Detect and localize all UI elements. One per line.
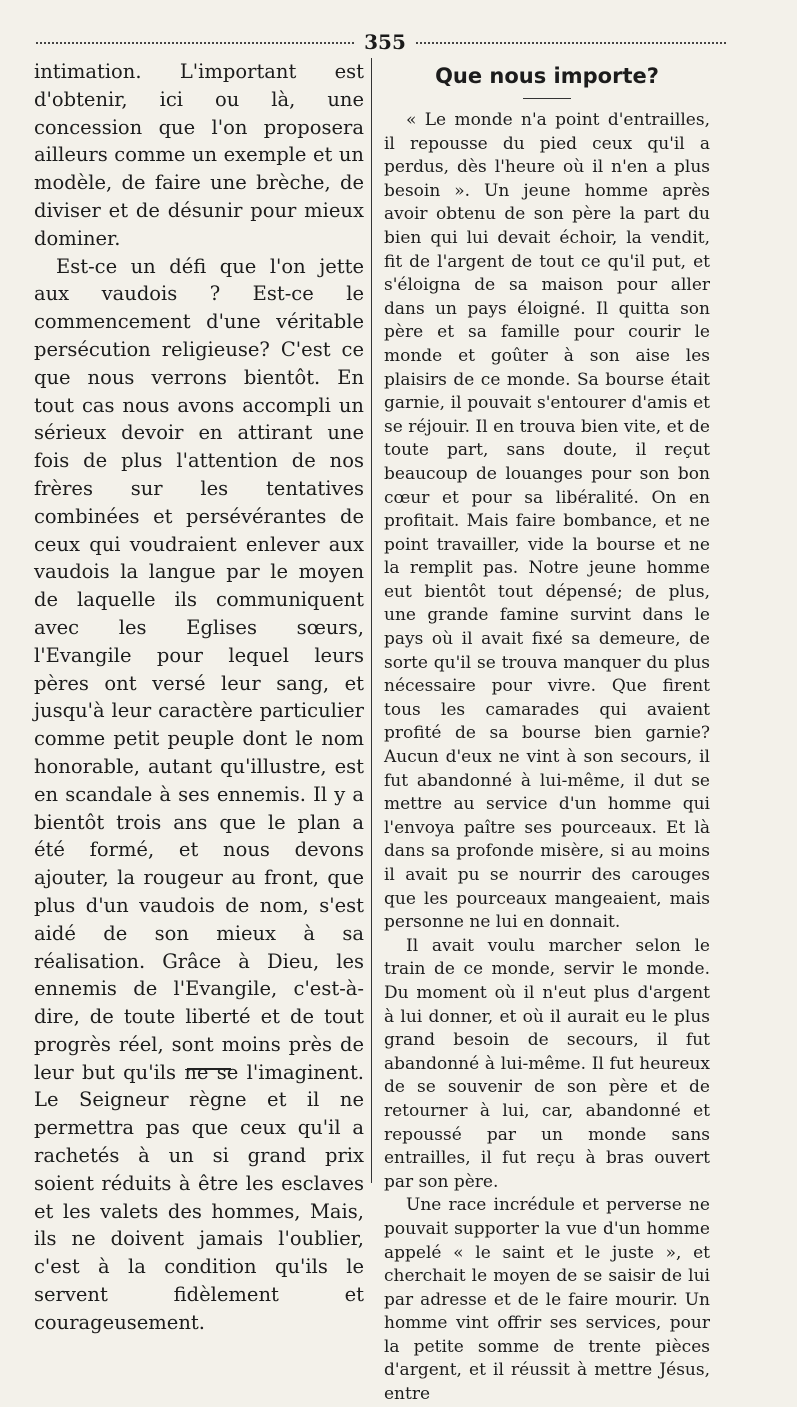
left-paragraph-1: intimation. L'important est d'obtenir, ici ou là, une concession que l'on proposera ailleurs comme un exemple et un modèle, de faire une brèche, de diviser et de désunir pour mieux dominer. (34, 60, 364, 250)
article-end-rule (187, 1068, 231, 1070)
right-paragraph-2: Il avait voulu marcher selon le train de ce monde, servir le monde. Du moment où il n'eut plus d'argent à lui donner, et où il aurait eu le plus grand besoin de secours, il fut abandonné à lui-même. Il fut heureux de se souvenir de son père et de retourner à lui, car, abandonné et repoussé par un monde sans entrailles, il fut reçu à bras ouvert par son père. (384, 935, 710, 1192)
right-paragraph-3: Une race incrédule et perverse ne pouvait supporter la vue d'un homme appelé « le saint et le juste », et cherchait le moyen de se saisir de lui par adresse et de le faire mourir. Un homme vint offrir ses services, pour la petite somme de trente pièces d'argent, et il réussit à mettre Jésus, entre (384, 1195, 710, 1405)
left-column (34, 58, 364, 1337)
title-rule (523, 98, 571, 99)
column-divider (371, 58, 372, 1183)
right-column (384, 58, 710, 1407)
header-dotted-rule-left (36, 42, 354, 44)
page-number: 355 (364, 30, 406, 54)
article-title: Que nous importe? (435, 64, 659, 88)
header-dotted-rule-right (416, 42, 726, 44)
right-paragraph-1: « Le monde n'a point d'entrailles, il repousse du pied ceux qu'il a perdus, dès l'heure où il n'en a plus besoin ». Un jeune homme après avoir obtenu de son père la part du bien qui lui devait échoir, la vendit, fit de l'argent de tout ce qu'il put, et s'éloigna de sa maison pour aller dans un pays éloigné. Il quitta son père et sa famille pour courir le monde et goûter à son aise les plaisirs de ce monde. Sa bourse était garnie, il pouvait s'entourer d'amis et se réjouir. Il en trouva bien vite, et de toute part, sans doute, il reçut beaucoup de louanges pour son bon cœur et pour sa libéralité. On en profitait. Mais faire bombance, et ne point travailler, vide la bourse et ne la remplit pas. Notre jeune homme eut bientôt tout dépensé; de plus, une grande famine survint dans le pays où il avait fixé sa demeure, de sorte qu'il se trouva manquer du plus nécessaire pour vivre. Que firent tous les camarades qui avaient profité de sa bourse bien garnie? Aucun d'eux ne vint à son secours, il fut abandonné à lui-même, il dut se mettre au service d'un homme qui l'envoya paître ses pourceaux. Et là dans sa profonde misère, si au moins il avait pu se nourrir des carouges que les pourceaux mangeaient, mais personne ne lui en donnait. (384, 110, 710, 933)
page-header (36, 30, 726, 54)
left-paragraph-2: Est-ce un défi que l'on jette aux vaudois ? Est-ce le commencement d'une véritable persécution religieuse? C'est ce que nous verrons bientôt. En tout cas nous avons accompli un sérieux devoir en attirant une fois de plus l'attention de nos frères sur les tentatives combinées et persévérantes de ceux qui voudraient enlever aux vaudois la langue par le moyen de laquelle ils communiquent avec les Eglises sœurs, l'Evangile pour lequel leurs pères ont versé leur sang, et jusqu'à leur caractère particulier comme petit peuple dont le nom honorable, autant qu'illustre, est en scandale à ses ennemis. Il y a bientôt trois ans que le plan a été formé, et nous devons ajouter, la rougeur au front, que plus d'un vaudois de nom, s'est aidé de son mieux à sa réalisation. Grâce à Dieu, les ennemis de l'Evangile, c'est-à-dire, de toute liberté et de tout progrès réel, sont moins près de leur but qu'ils ne se l'imaginent. Le Seigneur règne et il ne permettra pas que ceux qu'il a rachetés à un si grand prix soient réduits à être les esclaves et les valets des hommes, Mais, ils ne doivent jamais l'oublier, c'est à la condition qu'ils le servent fidèlement et courageusement. (34, 254, 364, 1334)
